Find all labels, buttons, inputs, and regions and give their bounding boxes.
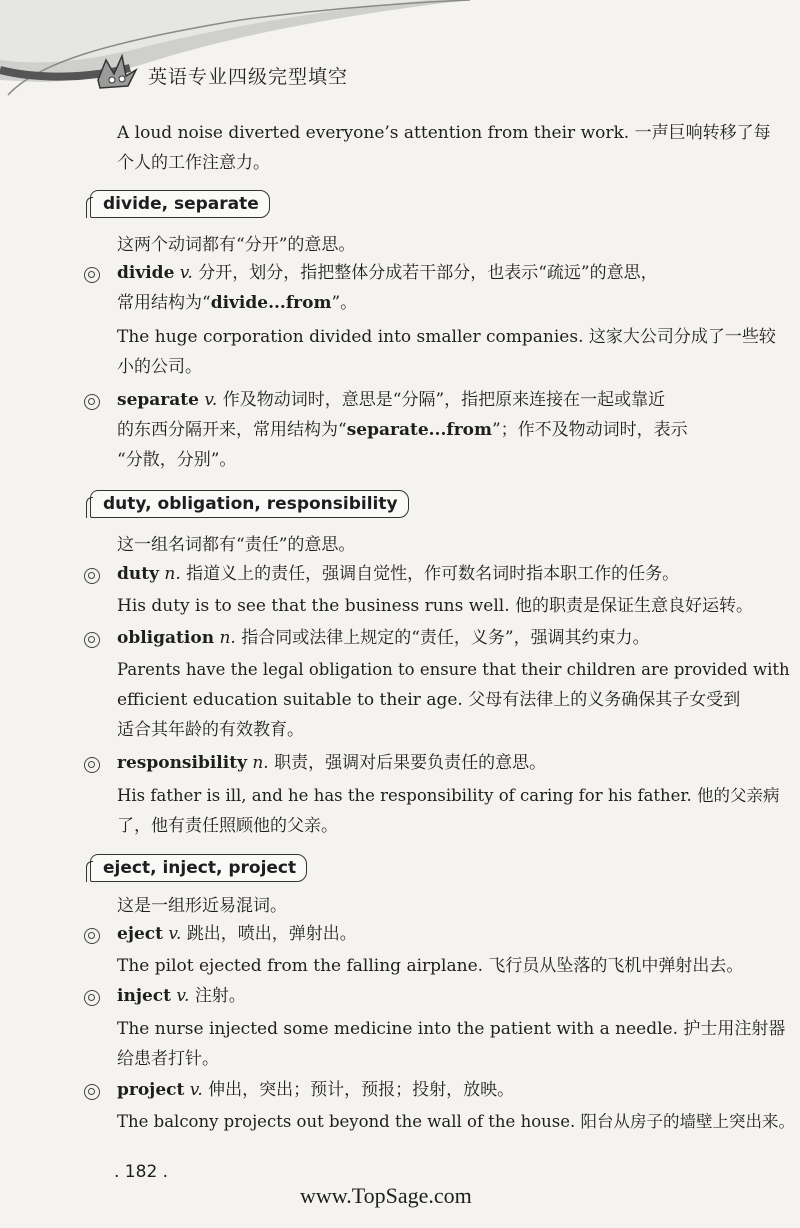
section-tag-duty-obligation-responsibility: duty, obligation, responsibility [90, 490, 409, 518]
entry-responsibility-example-2: 了，他有责任照顾他的父亲。 [117, 816, 338, 836]
page-number: . 182 . [114, 1162, 169, 1182]
entry-eject-example: The pilot ejected from the falling airplane. 飞行员从坠落的飞机中弹射出去。 [117, 956, 744, 976]
bullet-icon [84, 928, 100, 944]
entry-duty-definition: duty n. 指道义上的责任，强调自觉性，作可数名词时指本职工作的任务。 [117, 564, 680, 584]
entry-inject-example-2: 给患者打针。 [117, 1049, 219, 1069]
bullet-icon [84, 568, 100, 584]
site-watermark: www.TopSage.com [300, 1183, 472, 1208]
entry-divide-example-2: 小的公司。 [117, 357, 202, 377]
book-title: 英语专业四级完型填空 [148, 66, 349, 88]
section-tag-eject-inject-project: eject, inject, project [90, 854, 307, 882]
entry-obligation-example-3: 适合其年龄的有效教育。 [117, 720, 304, 740]
entry-project-example: The balcony projects out beyond the wall of the house. 阳台从房子的墙壁上突出来。 [117, 1112, 795, 1131]
entry-duty-example: His duty is to see that the business runs well. 他的职责是保证生意良好运转。 [117, 596, 754, 616]
entry-responsibility-example-1: His father is ill, and he has the responsibility of caring for his father. 他的父亲病 [117, 786, 780, 805]
mascot-icon [92, 50, 140, 94]
bullet-icon [84, 267, 100, 283]
entry-obligation-example-2: efficient education suitable to their age. 父母有法律上的义务确保其子女受到 [117, 690, 741, 710]
section-tag-divide-separate: divide, separate [90, 190, 270, 218]
entry-inject-definition: inject v. 注射。 [117, 986, 246, 1006]
section-2-intro: 这一组名词都有“责任”的意思。 [117, 535, 356, 555]
bullet-icon [84, 1084, 100, 1100]
entry-divide-structure: 常用结构为“divide...from”。 [117, 293, 358, 313]
entry-responsibility-definition: responsibility n. 职责，强调对后果要负责任的意思。 [117, 753, 547, 773]
section-1-intro: 这两个动词都有“分开”的意思。 [117, 235, 356, 255]
bullet-icon [84, 990, 100, 1006]
bullet-icon [84, 394, 100, 410]
intro-line-1: A loud noise diverted everyone’s attention from their work. 一声巨响转移了每 [117, 123, 771, 143]
bullet-icon [84, 757, 100, 773]
entry-separate-definition: separate v. 作及物动词时，意思是“分隔”，指把原来连接在一起或靠近 [117, 390, 666, 410]
entry-separate-intransitive: “分散，分别”。 [117, 450, 237, 470]
entry-divide-example-1: The huge corporation divided into smaller companies. 这家大公司分成了一些较 [117, 327, 776, 347]
entry-eject-definition: eject v. 跳出，喷出，弹射出。 [117, 924, 357, 944]
bullet-icon [84, 632, 100, 648]
intro-line-2: 个人的工作注意力。 [117, 153, 270, 173]
entry-project-definition: project v. 伸出，突出；预计，预报；投射，放映。 [117, 1080, 515, 1100]
section-3-intro: 这是一组形近易混词。 [117, 896, 287, 916]
entry-inject-example-1: The nurse injected some medicine into the patient with a needle. 护士用注射器 [117, 1019, 786, 1039]
entry-separate-structure: 的东西分隔开来，常用结构为“separate...from”；作不及物动词时，表示 [117, 420, 688, 440]
entry-divide-definition: divide v. 分开，划分，指把整体分成若干部分，也表示“疏远”的意思， [117, 263, 658, 283]
entry-obligation-example-1: Parents have the legal obligation to ensure that their children are provided with [117, 660, 790, 679]
entry-obligation-definition: obligation n. 指合同或法律上规定的“责任，义务”，强调其约束力。 [117, 628, 650, 648]
